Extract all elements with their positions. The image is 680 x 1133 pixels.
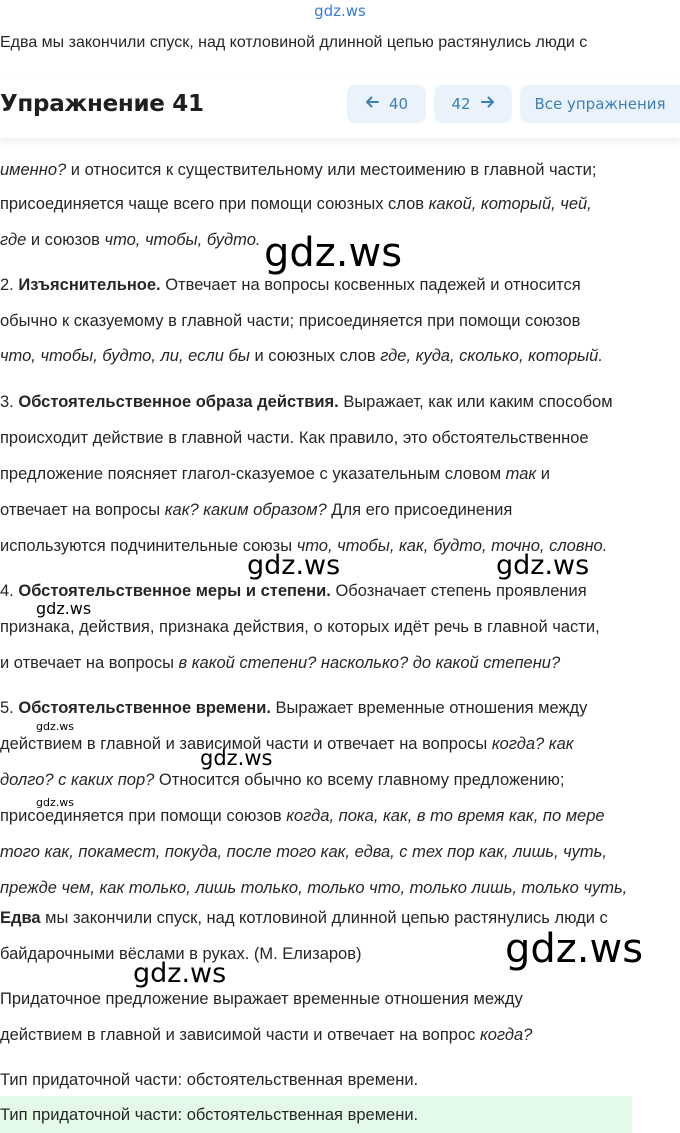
example-line: байдарочными вёслами в руках. (М. Елизаров): [0, 945, 362, 963]
top-text-line: Едва мы закончили спуск, над котловиной длинной цепью растянулись люди с: [0, 34, 588, 51]
arrow-left-icon: [365, 95, 379, 113]
text-line: что, чтобы, будто, ли, если бы и союзных слов где, куда, сколько, который.: [0, 347, 603, 365]
text-line: того как, покамест, покуда, после того как, едва, с тех пор как, лишь, чуть,: [0, 843, 607, 861]
watermark: gdz.ws: [505, 926, 644, 972]
answer-type-highlighted: Тип придаточной части: обстоятельственная времени.: [0, 1106, 419, 1124]
text-line: 3. Обстоятельственное образа действия. Выражает, как или каким способом: [0, 393, 613, 411]
next-exercise-button[interactable]: [434, 85, 512, 123]
text-line: 4. Обстоятельственное меры и степени. Обозначает степень проявления: [0, 582, 587, 600]
text-line: долго? с каких пор? Относится обычно ко всему главному предложению;: [0, 771, 565, 789]
watermark: gdz.ws: [200, 746, 273, 770]
text-line: предложение поясняет глагол-сказуемое с указательным словом так и: [0, 465, 550, 483]
text-line: 5. Обстоятельственное времени. Выражает временные отношения между: [0, 699, 588, 717]
next-exercise-label: 42: [451, 95, 471, 113]
text-line: отвечает на вопросы как? каким образом? Для его присоединения: [0, 501, 513, 519]
text-line: где и союзов что, чтобы, будто.: [0, 231, 261, 249]
watermark-top: gdz.ws: [314, 2, 366, 20]
analysis-line: Придаточное предложение выражает временные отношения между: [0, 990, 523, 1008]
watermark: gdz.ws: [133, 958, 227, 989]
text-line: используются подчинительные союзы что, чтобы, как, будто, точно, словно.: [0, 537, 608, 555]
text-line: действием в главной и зависимой части и отвечает на вопросы когда? как: [0, 735, 574, 753]
watermark: gdz.ws: [247, 550, 341, 581]
arrow-right-icon: [481, 95, 495, 113]
text-line: прежде чем, как только, лишь только, только что, только лишь, только чуть,: [0, 879, 628, 897]
text-line: присоединяется при помощи союзов когда, пока, как, в то время как, по мере: [0, 807, 605, 825]
text-line: происходит действие в главной части. Как правило, это обстоятельственное: [0, 429, 589, 447]
text-line: признака, действия, признака действия, о которых идёт речь в главной части,: [0, 618, 600, 636]
text-line: и отвечает на вопросы в какой степени? насколько? до какой степени?: [0, 654, 561, 672]
example-line: Едва мы закончили спуск, над котловиной длинной цепью растянулись люди с: [0, 909, 608, 927]
watermark: gdz.ws: [36, 796, 74, 809]
watermark: gdz.ws: [496, 550, 590, 581]
text-line: присоединяется чаще всего при помощи союзных слов какой, который, чей,: [0, 195, 592, 213]
prev-exercise-label: 40: [388, 95, 409, 113]
all-exercises-button[interactable]: [520, 85, 680, 123]
all-exercises-label: Все упражнения: [534, 95, 666, 113]
text-line: 2. Изъяснительное. Отвечает на вопросы косвенных падежей и относится: [0, 276, 581, 294]
text-line: обычно к сказуемому в главной части; присоединяется при помощи союзов: [0, 312, 581, 330]
answer-type-line: Тип придаточной части: обстоятельственная времени.: [0, 1071, 419, 1089]
watermark: gdz.ws: [36, 599, 92, 618]
watermark: gdz.ws: [264, 230, 403, 276]
page-title: Упражнение 41: [0, 91, 204, 117]
analysis-line: действием в главной и зависимой части и отвечает на вопрос когда?: [0, 1026, 533, 1044]
prev-exercise-button[interactable]: [347, 85, 426, 123]
watermark: gdz.ws: [36, 720, 74, 733]
text-line: именно? и относится к существительному или местоимению в главной части;: [0, 161, 597, 179]
